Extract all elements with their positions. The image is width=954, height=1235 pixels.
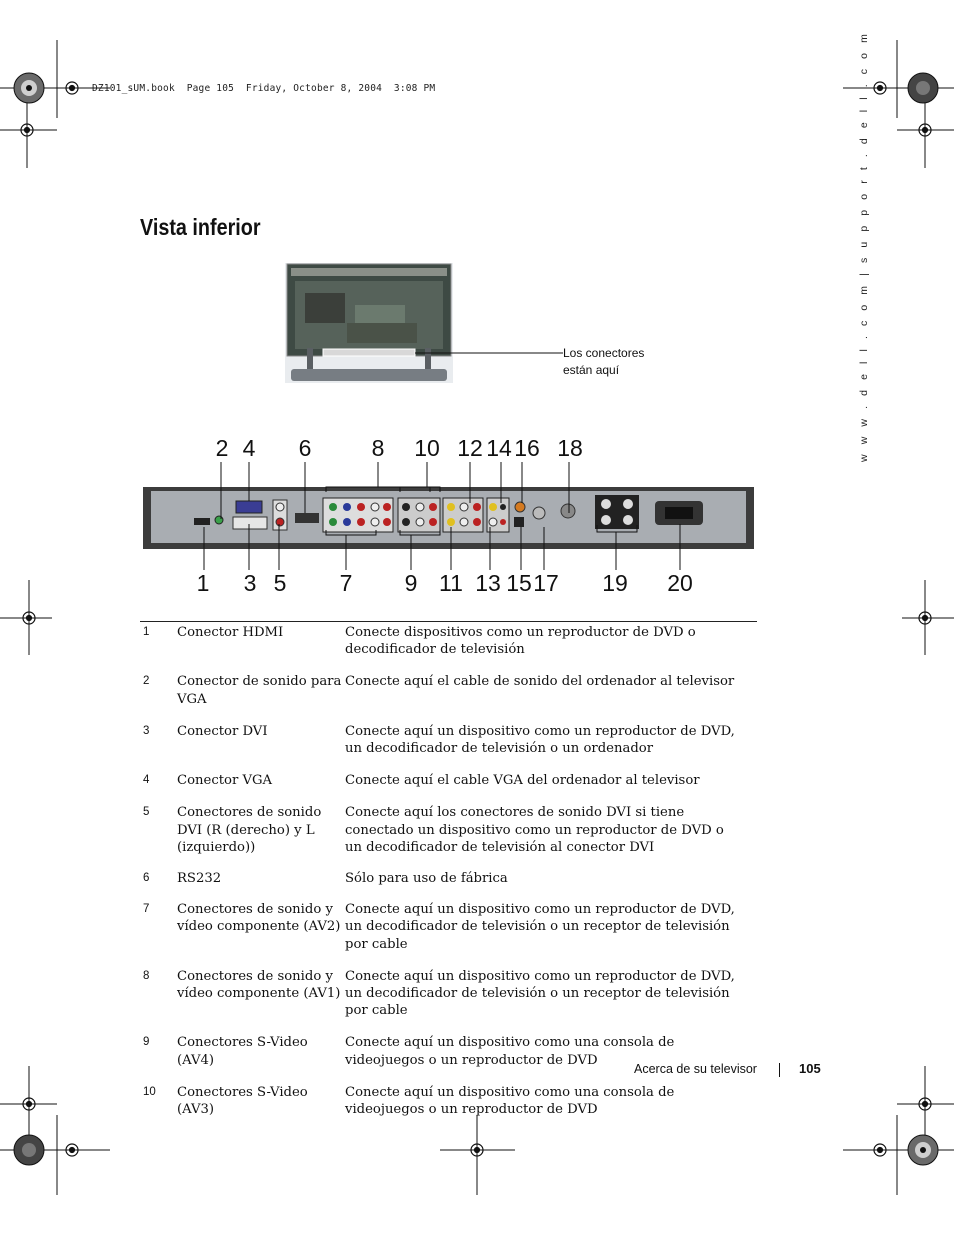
callout-number-18: 18 <box>557 435 583 461</box>
connector-name: Conectores de sonido DVI (R (derecho) y L (izquierdo)) <box>177 805 322 855</box>
callout-number-8: 8 <box>371 435 385 461</box>
callout-number-19: 19 <box>602 570 628 596</box>
connector-table <box>140 621 757 1125</box>
connector-name: Conector VGA <box>177 773 273 789</box>
callout-number-14: 14 <box>486 435 512 461</box>
connector-table-body <box>140 622 757 1126</box>
table-row <box>140 764 757 796</box>
callout-number-16: 16 <box>514 435 540 461</box>
callout-number-4: 4 <box>242 435 256 461</box>
table-row <box>140 862 757 893</box>
table-row <box>140 796 757 862</box>
connector-description: Conecte aquí el cable VGA del ordenador al televisor <box>345 773 700 789</box>
table-row <box>140 893 757 960</box>
table-row <box>140 665 757 714</box>
footer-page-number: 105 <box>799 1061 821 1076</box>
footer-section-name: Acerca de su televisor <box>634 1062 757 1076</box>
callout-number-2: 2 <box>215 435 229 461</box>
callout-number-6: 6 <box>298 435 312 461</box>
connector-name: Conectores S-Video (AV4) <box>177 1035 308 1068</box>
connector-name: Conector de sonido para VGA <box>177 674 342 707</box>
row-number: 9 <box>143 1036 150 1049</box>
row-number: 8 <box>143 969 150 982</box>
connector-description: Conecte aquí un dispositivo como un reproductor de DVD, un decodificador de televisión o un receptor de televisión por cable <box>345 902 735 952</box>
connector-description: Conecte aquí los conectores de sonido DVI si tiene conectado un dispositivo como un reproductor de DVD o un decodificador de televisión al conector DVI <box>345 805 724 855</box>
callout-number-12: 12 <box>457 435 483 461</box>
connector-name: RS232 <box>177 871 222 887</box>
row-number: 2 <box>143 675 150 688</box>
table-row <box>140 715 757 764</box>
table-row <box>140 622 757 666</box>
connector-description: Conecte aquí un dispositivo como un reproductor de DVD, un decodificador de televisión o un receptor de televisión por cable <box>345 968 735 1019</box>
callout-number-11: 11 <box>439 570 463 596</box>
callout-number-13: 13 <box>475 570 501 596</box>
table-row <box>140 960 757 1027</box>
connector-name: Conectores de sonido y vídeo componente (AV2) <box>177 902 341 935</box>
row-number: 7 <box>143 903 150 916</box>
row-number: 1 <box>143 626 150 638</box>
row-number: 6 <box>143 872 150 885</box>
callout-line-1: Los conectores <box>563 346 645 360</box>
row-number: 4 <box>143 774 150 787</box>
book-header-line: DZ101_sUM.book Page 105 Friday, October 8, 2004 3:08 PM <box>92 83 436 94</box>
footer-separator <box>779 1063 780 1077</box>
callout-number-10: 10 <box>414 435 440 461</box>
callout-number-1: 1 <box>196 570 210 596</box>
connector-description: Conecte aquí un dispositivo como una consola de videojuegos o un reproductor de DVD <box>345 1035 675 1068</box>
callout-number-7: 7 <box>339 570 353 596</box>
connector-name: Conector DVI <box>177 723 268 739</box>
row-number: 5 <box>143 806 150 819</box>
callout-number-17: 17 <box>533 570 559 596</box>
row-number: 3 <box>143 724 150 737</box>
callout-number-3: 3 <box>243 570 257 596</box>
row-number: 10 <box>143 1085 156 1098</box>
table-row <box>140 1076 757 1125</box>
callout-number-5: 5 <box>273 570 287 596</box>
callout-number-15: 15 <box>506 570 532 596</box>
side-url-text: w w w . d e l l . c o m | s u p p o r t . d e l l . c o m <box>858 30 870 462</box>
connector-name: Conectores S-Video (AV3) <box>177 1084 308 1118</box>
section-title: Vista inferior <box>140 214 261 240</box>
connector-description: Conecte aquí el cable de sonido del ordenador al televisor <box>345 674 735 690</box>
callout-line-2: están aquí <box>563 363 620 377</box>
callout-number-9: 9 <box>404 570 418 596</box>
connector-description: Conecte dispositivos como un reproductor de DVD o decodificador de televisión <box>345 625 696 658</box>
callout-number-20: 20 <box>667 570 693 596</box>
connector-name: Conector HDMI <box>177 625 284 640</box>
connector-description: Conecte aquí un dispositivo como una consola de videojuegos o un reproductor de DVD <box>345 1084 675 1118</box>
connector-description: Conecte aquí un dispositivo como un reproductor de DVD, un decodificador de televisión o un ordenador <box>345 723 735 757</box>
connector-description: Sólo para uso de fábrica <box>345 871 508 887</box>
connector-name: Conectores de sonido y vídeo componente (AV1) <box>177 968 341 1002</box>
